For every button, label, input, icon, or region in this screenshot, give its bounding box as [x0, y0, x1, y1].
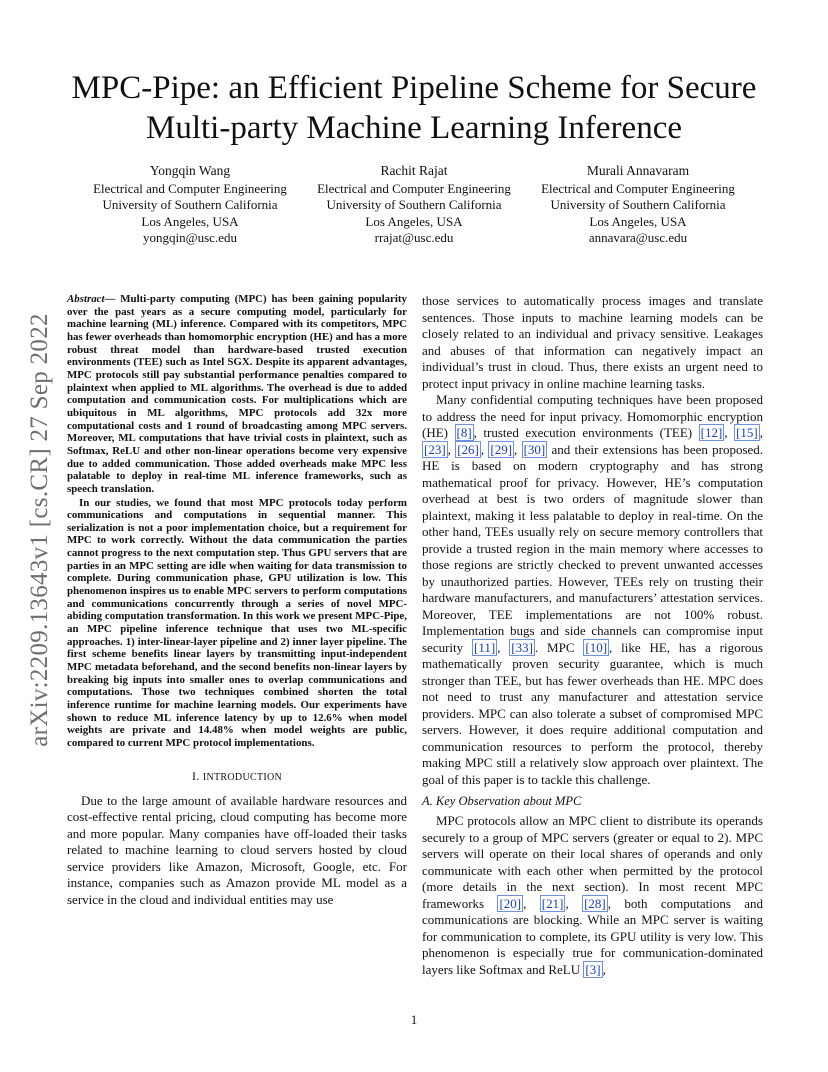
title-line-1: MPC-Pipe: an Efficient Pipeline Scheme for Secure: [71, 70, 757, 106]
right-paragraph-1: those services to automatically process images and translate sentences. Those inputs to machine learning models can be closely related to an individual and privacy sensitive. Leakages and abuses of that information can negatively impact an individual’s trust in cloud. Thus, there exists an urgent need to protect input privacy in online machine learning tasks.: [422, 293, 763, 391]
author-email: rrajat@usc.edu: [374, 230, 454, 246]
citation-link[interactable]: [3]: [585, 961, 601, 977]
author-city: Los Angeles, USA: [589, 213, 687, 229]
author-univ: University of Southern California: [102, 197, 278, 213]
paper-title: [40, 68, 788, 148]
author-email: annavara@usc.edu: [588, 230, 688, 246]
author-dept: Electrical and Computer Engineering: [541, 180, 735, 196]
arxiv-stamp: arXiv:2209.13643v1 [cs.CR] 27 Sep 2022: [26, 313, 53, 747]
citation-link[interactable]: [10]: [585, 639, 608, 655]
right-paragraph-3: MPC protocols allow an MPC client to distribute its operands securely to a group of MPC servers (greater or equal to 2). MPC servers will operate on their local shares of operands and only communicate with each other when permitted by the protocol (more details in the next section). In most recent MPC frameworks [20] , [21] , [28] , both computations and communications are blocking. While an MPC server is waiting for communication to complete, its GPU utility is very low. This phenomenon is especially true for communication-dominated layers like Softmax and ReLU [3] ,: [422, 813, 764, 977]
abstract-paragraph-2: In our studies, we found that most MPC protocols today perform communications and computations in sequential manner. This serialization is not a poor implementation choice, but a requirement for MPC to work correctly. Without the data communication the parties cannot progress to the next computation step. Thus GPU servers that are parties in an MPC setting are idle when waiting for data transmission to complete. During communication phase, GPU utilization is low. This phenomenon inspires us to enable MPC servers to perform computations and communications concurrently through a series of novel MPC-abiding computation transformation. In this work we present MPC-Pipe, an MPC pipeline inference technique that uses two ML-specific approaches. 1) inter-linear-layer pipeline and 2) inner layer pipeline. The first scheme benefits linear layers by transmitting input-independent MPC metadata beforehand, and the second benefits non-linear layers by breaking big inputs into smaller ones to overlap communications and computations. Those two techniques combined shorten the total inference runtime for machine learning models. Our experiments have shown to reduce ML inference latency by up to 12.6% when model weights are private and 14.48% when model weights are public, compared to current MPC protocol implementations.: [67, 496, 407, 749]
section-number: I.: [191, 768, 200, 783]
author-1: [78, 163, 302, 247]
citation-link[interactable]: [20]: [499, 895, 522, 911]
author-city: Los Angeles, USA: [141, 213, 239, 229]
abstract-paragraph-1: [67, 293, 407, 496]
citation-link[interactable]: [28]: [584, 895, 606, 911]
citation-link[interactable]: [23]: [424, 441, 446, 457]
author-3: [526, 163, 750, 247]
author-city: Los Angeles, USA: [365, 213, 463, 229]
abstract-text-1: — Multi-party computing (MPC) has been gaining popularity over the past years as a secure computing model, particularly for machine learning (ML) inference. Compared with its competitors, MPC has fewer overheads than homomorphic encryption (HE) and has a more robust threat model than hardware-based trusted execution environments (TEE) such as Intel SGX. Despite its apparent advantages, MPC protocols still pay substantial performance penalties compared to plaintext when applied to ML algorithms. The overhead is due to added computation and communication costs. For multiplications which are ubiquitous in ML algorithms, MPC protocols add 32x more computational costs and 1 round of broadcasting among MPC servers. Moreover, ML computations that have trivial costs in plaintext, such as Softmax, ReLU and other non-linear operations become very expensive due to added communication. Those added overheads make MPC less palatable to deploy in real-time ML inference frameworks, such as speech translation.: [67, 293, 407, 495]
author-univ: University of Southern California: [326, 197, 502, 213]
author-email: yongqin@usc.edu: [143, 230, 237, 246]
right-paragraph-2: Many confidential computing techniques have been proposed to address the need for input privacy. Homomorphic encryption (HE) [8] , trusted execution environments (TEE) [12] , [15] , [23] , [26] , [29] , [30] and their extensions has been proposed. HE is based on modern cryptography and has strong mathematical proof for privacy. However, HE’s computation overhead at best is two orders of magnitude slower than plaintext, making it less palatable to deploy in real-time. On the other hand, TEEs usually rely on secure memory controllers that provide a trusted region in the main memory where accesses to those regions are strictly checked to prevent unwanted accesses by unauthorized parties. However, TEEs rely on trusting their hardware manufacturers, and manufacturers’ attestation services. Moreover, TEE implementations are not 100% robust. Implementation bugs and side channels can compromise input security [11] , [33] . MPC [10] , like HE, has a rigorous mathematically proven security guarantee, which is much stronger than TEE, but has fewer overheads than HE. MPC does not need to trust any manufacturer and attestation service providers. MPC can also tolerate a subset of compromised MPC servers. However, it does require additional computation and communication resources to perform the protocol, thereby making MPC still a relatively slow approach over plaintext. The goal of this paper is to tackle this challenge.: [422, 392, 764, 787]
subsection-heading: A. Key Observation about MPC: [422, 794, 582, 808]
citation-link[interactable]: [26]: [457, 441, 479, 457]
citation-link[interactable]: [8]: [456, 425, 472, 440]
citation-link[interactable]: [29]: [490, 441, 513, 457]
section-title: INTRODUCTION: [202, 771, 283, 783]
author-2: [302, 163, 526, 247]
right-column: [422, 293, 763, 978]
citation-link[interactable]: [33]: [511, 639, 533, 655]
citation-link[interactable]: [21]: [541, 895, 564, 911]
citation-link[interactable]: [12]: [700, 425, 723, 440]
author-name: Rachit Rajat: [380, 163, 448, 178]
author-univ: University of Southern California: [550, 197, 726, 213]
citation-link[interactable]: [30]: [523, 441, 546, 457]
citation-link[interactable]: [11]: [474, 639, 496, 655]
author-block: [78, 163, 750, 247]
intro-paragraph-1: Due to the large amount of available hardware resources and cost-effective rental pricing, cloud computing has become more and more popular. Many companies have off-loaded their tasks related to machine learning to cloud servers hosted by cloud service providers like Amazon, Microsoft, Google, etc. For instance, companies such as Amazon provide ML model as a service in the cloud and individual entities may use: [67, 792, 407, 907]
author-name: Murali Annavaram: [586, 163, 690, 178]
abstract-label: Abstract: [67, 293, 105, 305]
author-dept: Electrical and Computer Engineering: [93, 180, 287, 196]
title-line-2: Multi-party Machine Learning Inference: [145, 110, 682, 146]
citation-link[interactable]: [15]: [736, 425, 758, 440]
author-name: Yongqin Wang: [149, 163, 231, 178]
page-number: 1: [410, 1012, 418, 1027]
left-column: [67, 293, 407, 908]
section-heading-introduction: [67, 769, 407, 784]
author-dept: Electrical and Computer Engineering: [317, 180, 511, 196]
